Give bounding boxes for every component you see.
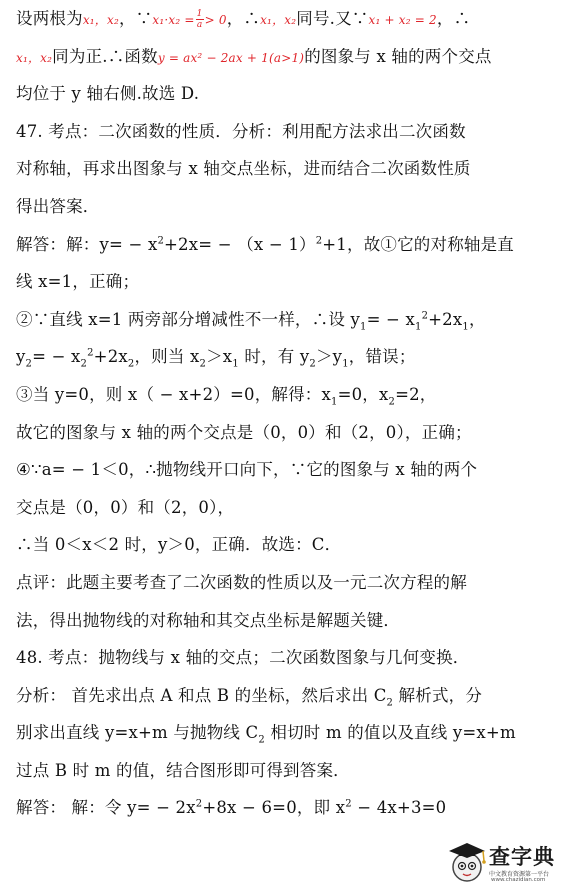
logo-subtitle: 中文教育资源第一平台 <box>489 871 550 878</box>
fraction: $\frac{1}{a}$ <box>196 9 203 30</box>
text-line-9: ②∵直线 x=1 两旁部分增减性不一样，∴设 $y_1= - x_1^2+2x_1$， <box>16 309 486 333</box>
text-line-6: 得出答案． <box>16 196 100 216</box>
formula: y = ax² − 2ax + 1(a>1) <box>157 50 305 65</box>
text-line-17: 法，得出抛物线的对称轴和其交点坐标是解题关键． <box>16 610 401 630</box>
text-line-1: 设两根为x₁，x₂，∵x₁·x₂ = $\frac{1}{a}$ > 0，∴x₁，x₂同号.又∵x₁ + x₂ = 2，∴ <box>16 9 471 30</box>
text-line-18: 48. 考点：抛物线与 x 轴的交点；二次函数图象与几何变换． <box>16 648 470 668</box>
text-line-16: 点评：此题主要考查了二次函数的性质以及一元二次方程的解 <box>16 572 467 592</box>
formula: x₁·x₂ = <box>152 13 195 27</box>
text-line-13: ④∵a= − 1＜0，∴抛物线开口向下，∵它的图象与 x 轴的两个 <box>16 460 478 480</box>
scholar-mascot-icon <box>445 839 489 885</box>
formula: x₁，x₂ <box>260 13 297 27</box>
text-line-19: 分析： 首先求出点 A 和点 B 的坐标，然后求出 $C_2$ 解析式，分 <box>16 685 483 708</box>
text-line-10: $y_2= - x_2^2+2x_2$，则当 $x_2>x_1$ 时，有 $y_2>y_1$，错误； <box>16 347 416 370</box>
watermark-logo <box>443 837 561 887</box>
text-line-12: 故它的图象与 x 轴的两个交点是（0，0）和（2，0），正确； <box>16 422 472 442</box>
logo-title: 查字典 <box>489 845 555 869</box>
text-line-4: 47. 考点：二次函数的性质．分析：利用配方法求出二次函数 <box>16 121 466 141</box>
formula: x₁ + x₂ = 2 <box>368 13 437 27</box>
text-line-5: 对称轴，再求出图象与 x 轴交点坐标，进而结合二次函数性质 <box>16 159 471 179</box>
text-line-21: 过点 B 时 m 的值，结合图形即可得到答案． <box>16 760 350 780</box>
formula: x₁，x₂ <box>16 50 53 65</box>
text-line-2: x₁，x₂同为正.∴函数y = ax² − 2ax + 1(a>1)的图象与 x 轴的两个交点 <box>16 46 492 66</box>
formula: x₁，x₂ <box>82 13 119 27</box>
text-line-20: 别求出直线 y=x+m 与抛物线 $C_2$ 相切时 m 的值以及直线 y=x+m <box>16 723 516 746</box>
text-line-15: ∴当 0＜x＜2 时，y＞0，正确．故选：C． <box>16 535 342 555</box>
text-line-22: 解答： 解：令 $y= - 2x^2+8x - 6=0$，即 $x^2 - 4x+3=0$ <box>16 798 447 818</box>
text-line-14: 交点是（0，0）和（2，0）， <box>16 497 235 517</box>
text-line-3: 均位于 y 轴右侧.故选 D. <box>16 84 200 104</box>
document-page <box>16 0 556 827</box>
text-line-11: ③当 y=0，则 x（ − x+2）=0，解得：$x_1=0$，$x_2=2$， <box>16 384 437 408</box>
logo-url: www.chazidian.com <box>491 877 546 883</box>
text-line-8: 线 x=1，正确； <box>16 272 140 292</box>
text-line-7: 解答：解：$y= - x^2+2x= - (x - 1)^2+1$，故①它的对称轴是直 <box>16 234 515 254</box>
